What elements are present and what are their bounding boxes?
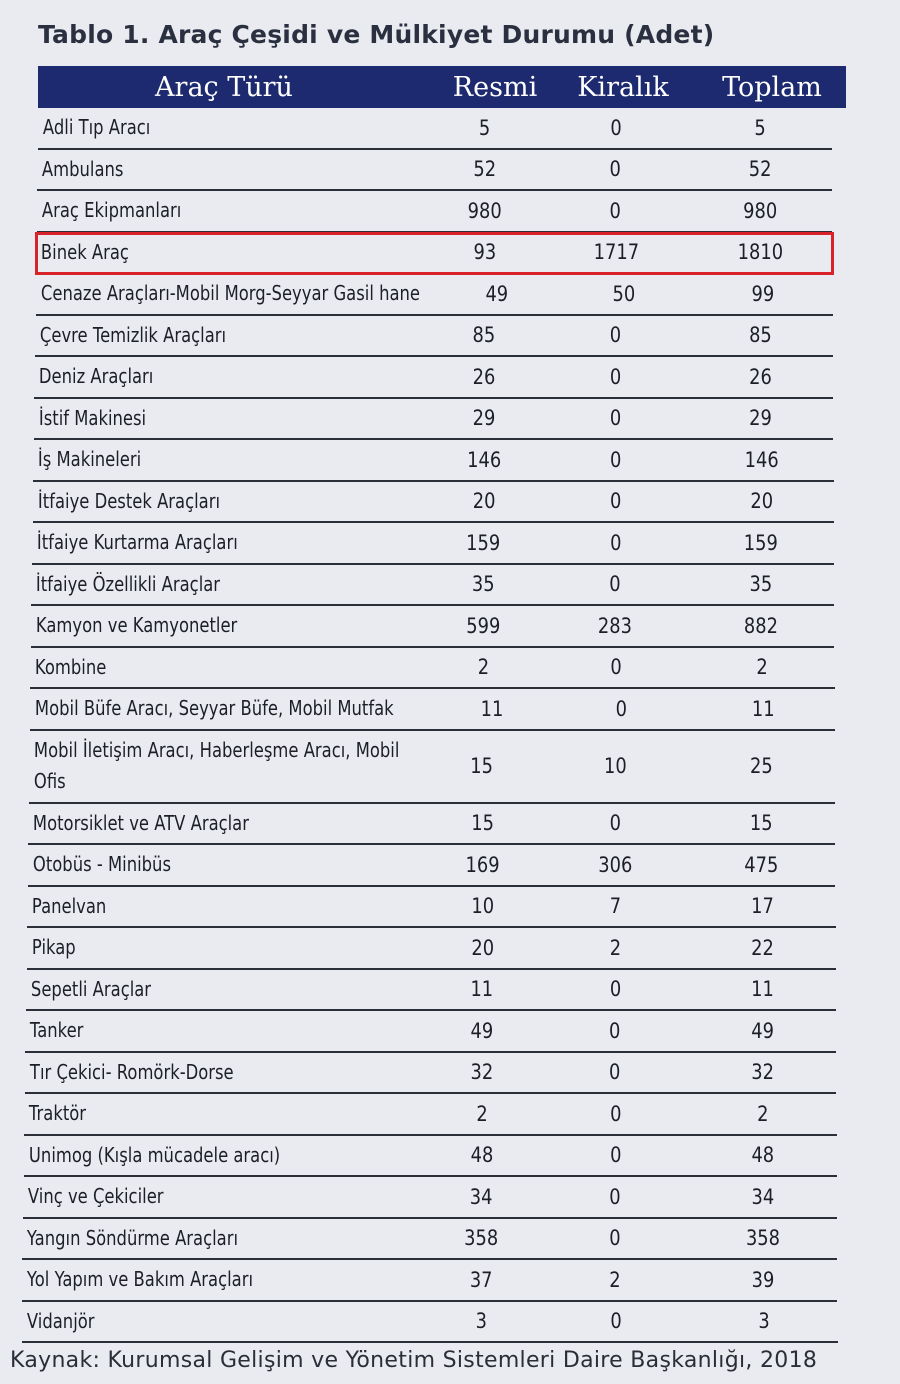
cell-arac-turu: Tır Çekici- Romörk-Dorse [29,1059,234,1084]
table-row-highlighted [36,233,833,275]
cell-arac-turu: Deniz Araçları [38,364,154,389]
table-row [31,565,834,607]
cell-resmi: 2 [476,1101,488,1126]
cell-resmi: 10 [471,894,494,919]
cell-arac-turu: Vidanjör [26,1308,95,1333]
cell-resmi: 37 [469,1267,493,1292]
table-body [22,108,852,1343]
header-kiralik: Kiralık [577,71,669,103]
table-title: Tablo 1. Araç Çeşidi ve Mülkiyet Durumu (Adet) [38,20,715,49]
cell-toplam: 5 [754,115,766,140]
cell-toplam: 882 [744,613,779,638]
cell-arac-turu: Çevre Temizlik Araçları [39,322,227,347]
cell-arac-turu: Araç Ekipmanları [41,198,182,223]
cell-kiralik: 2 [609,935,622,960]
cell-kiralik: 2 [609,1267,621,1292]
cell-resmi: 52 [473,157,497,182]
cell-resmi: 93 [473,240,497,265]
table-row [29,731,835,804]
table-row [26,970,836,1012]
cell-resmi: 20 [472,489,496,514]
cell-arac-turu: Ambulans [41,156,124,181]
cell-kiralik: 0 [615,696,627,721]
cell-resmi: 15 [471,811,494,836]
header-arac-turu: Araç Türü [155,71,293,103]
cell-kiralik: 0 [610,489,622,514]
table-row [25,1011,836,1053]
table-row [37,150,832,192]
table-row [33,440,834,482]
cell-kiralik: 0 [609,977,622,1002]
cell-kiralik: 0 [609,1184,621,1209]
cell-toplam: 2 [757,1101,769,1126]
cell-kiralik: 0 [609,811,621,836]
cell-arac-turu: Kamyon ve Kamyonetler [35,613,238,638]
table-row [22,1260,837,1302]
cell-kiralik: 0 [609,323,622,348]
cell-arac-turu: Motorsiklet ve ATV Araçlar [32,810,249,835]
cell-kiralik: 0 [609,1143,622,1168]
cell-toplam: 159 [744,530,779,555]
table-row [33,482,834,524]
cell-toplam: 34 [751,1184,775,1209]
table-row [27,928,836,970]
cell-toplam: 25 [750,754,774,778]
vehicle-table [22,66,852,1343]
cell-kiralik: 0 [609,198,622,223]
table-row [30,648,835,690]
cell-resmi: 159 [466,530,501,555]
cell-arac-turu: Adli Tıp Aracı [42,115,151,140]
cell-resmi: 599 [466,613,501,638]
cell-toplam: 11 [751,977,774,1002]
cell-toplam: 20 [749,489,773,514]
table-row [22,1302,838,1344]
cell-kiralik: 50 [612,281,635,306]
cell-arac-turu: İtfaiye Özellikli Araçlar [35,571,221,596]
cell-arac-turu: Traktör [28,1101,87,1126]
cell-kiralik: 0 [609,157,622,182]
cell-arac-turu: Otobüs - Minibüs [32,852,172,877]
header-resmi: Resmi [452,71,538,103]
cell-kiralik: 306 [598,852,633,877]
cell-kiralik: 0 [610,655,622,680]
cell-toplam: 35 [749,572,773,597]
source-note: Kaynak: Kurumsal Gelişim ve Yönetim Sistemleri Daire Başkanlığı, 2018 [10,1348,818,1373]
cell-arac-turu: İtfaiye Destek Araçları [37,488,221,513]
cell-kiralik: 1717 [593,240,639,265]
cell-resmi: 49 [470,1018,493,1043]
cell-kiralik: 283 [598,613,633,638]
cell-toplam: 358 [745,1226,781,1251]
cell-kiralik: 10 [603,754,627,778]
cell-kiralik: 0 [610,115,622,140]
cell-toplam: 475 [744,852,779,877]
cell-arac-turu: Unimog (Kışla mücadele aracı) [28,1142,281,1167]
cell-arac-turu: Panelvan [31,893,107,918]
cell-resmi: 3 [475,1309,488,1334]
table-row [35,316,833,358]
cell-resmi: 48 [470,1143,494,1168]
table-row [34,399,833,441]
cell-toplam: 99 [751,281,775,306]
cell-toplam: 48 [751,1143,775,1168]
cell-resmi: 5 [479,115,491,140]
cell-resmi: 11 [470,977,494,1002]
cell-toplam: 3 [758,1309,770,1334]
cell-kiralik: 0 [609,364,622,389]
cell-resmi: 2 [477,655,489,680]
table-row [30,689,835,731]
table-row [22,1219,837,1261]
cell-toplam: 2 [756,655,768,680]
cell-arac-turu: Tanker [29,1018,84,1043]
cell-toplam: 15 [750,811,774,836]
cell-resmi: 35 [471,572,495,597]
cell-kiralik: 0 [609,1101,622,1126]
table-row [23,1177,837,1219]
cell-toplam: 11 [752,696,776,721]
cell-resmi: 980 [467,198,502,223]
table-row [28,845,835,887]
cell-resmi: 169 [465,852,500,877]
cell-resmi: 26 [472,364,496,389]
cell-resmi: 34 [469,1184,493,1209]
cell-kiralik: 0 [609,572,621,597]
cell-arac-turu: Cenaze Araçları-Mobil Morg-Seyyar Gasil hane [40,281,421,306]
cell-arac-turu: Mobil İletişim Aracı, Haberleşme Aracı, Mobil Ofis [33,738,400,793]
cell-kiralik: 0 [609,1018,621,1043]
cell-resmi: 32 [470,1060,493,1085]
cell-kiralik: 0 [609,406,622,431]
cell-toplam: 17 [751,894,774,919]
cell-toplam: 85 [749,323,772,348]
cell-arac-turu: Binek Araç [40,239,129,264]
table-row [24,1136,837,1178]
cell-arac-turu: İtfaiye Kurtarma Araçları [36,530,238,555]
cell-arac-turu: Yangın Söndürme Araçları [26,1225,239,1250]
table-row [28,804,835,846]
cell-resmi: 15 [470,754,494,778]
cell-resmi: 85 [472,323,496,348]
table-row [32,523,834,565]
cell-resmi: 358 [463,1226,498,1251]
table-row [37,191,832,233]
cell-arac-turu: Sepetli Araçlar [30,976,152,1001]
cell-arac-turu: Mobil Büfe Aracı, Seyyar Büfe, Mobil Mutfak [34,696,394,721]
table-row [27,887,836,929]
cell-resmi: 29 [472,406,496,431]
cell-toplam: 49 [750,1018,774,1043]
cell-kiralik: 0 [609,1226,621,1251]
cell-resmi: 146 [466,447,502,472]
cell-resmi: 49 [485,281,509,306]
cell-arac-turu: Vinç ve Çekiciler [27,1184,164,1209]
table-row [36,274,833,316]
cell-kiralik: 0 [610,1309,622,1334]
table-row [34,357,833,399]
cell-kiralik: 0 [610,447,622,472]
cell-resmi: 11 [480,696,504,721]
table-row [24,1094,837,1136]
table-header [38,66,846,108]
cell-arac-turu: Kombine [34,654,107,679]
cell-arac-turu: İş Makineleri [37,447,142,472]
cell-arac-turu: Yol Yapım ve Bakım Araçları [26,1267,254,1292]
table-row [31,606,834,648]
cell-resmi: 20 [471,935,494,960]
cell-kiralik: 0 [609,1060,621,1085]
table-row [25,1053,836,1095]
cell-toplam: 32 [750,1060,774,1085]
header-toplam: Toplam [722,71,822,103]
cell-kiralik: 0 [609,530,622,555]
cell-arac-turu: Pikap [31,935,76,960]
table-row [38,108,832,150]
cell-toplam: 26 [749,364,772,389]
cell-toplam: 980 [742,198,777,223]
cell-toplam: 52 [748,157,772,182]
cell-toplam: 39 [751,1267,775,1292]
cell-toplam: 29 [749,406,772,431]
cell-toplam: 146 [744,447,779,472]
cell-kiralik: 7 [609,894,622,919]
cell-toplam: 1810 [737,240,784,265]
cell-toplam: 22 [751,935,774,960]
cell-arac-turu: İstif Makinesi [38,405,147,430]
